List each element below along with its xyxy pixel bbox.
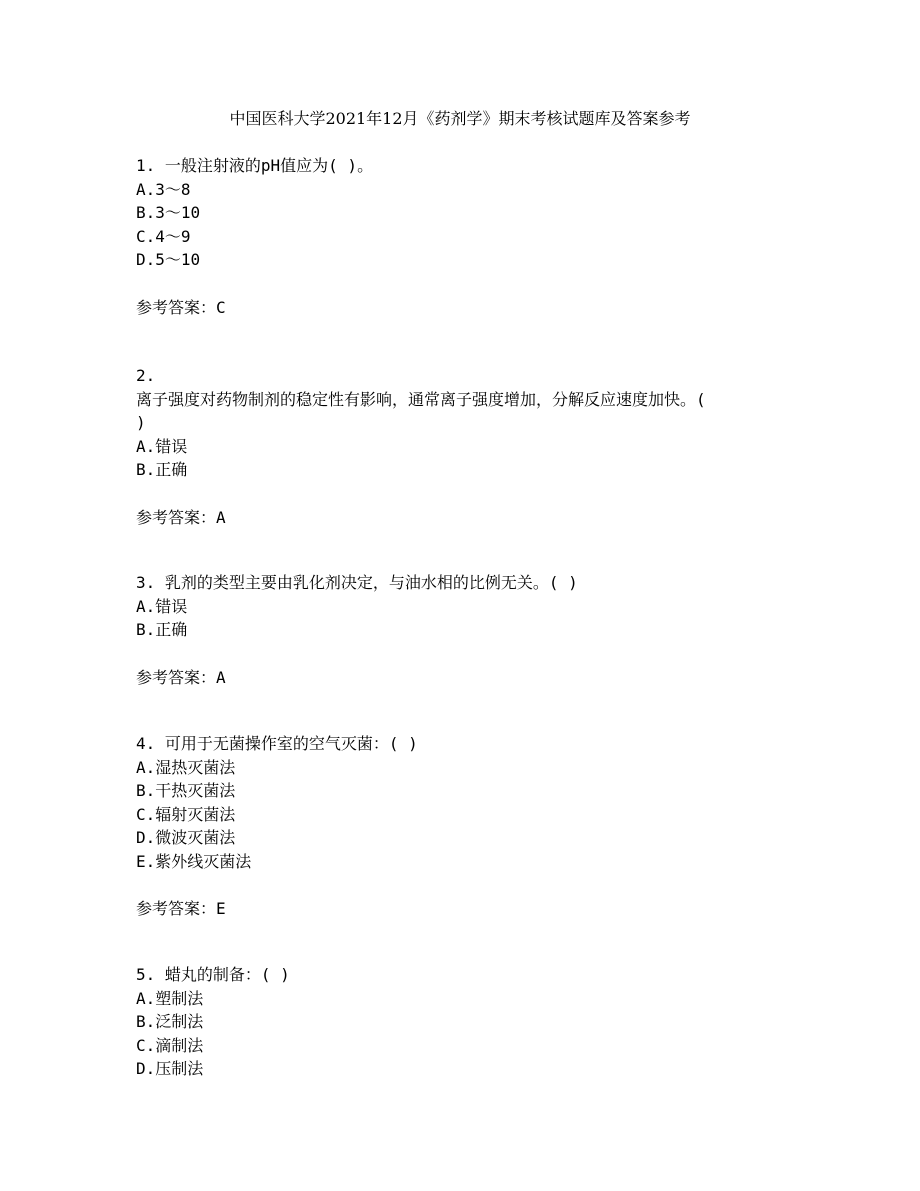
question-4-stem: 4. 可用于无菌操作室的空气灭菌：( ) [136,734,418,753]
question-4-answer: 参考答案：E [136,899,226,918]
question-2-option-b: B.正确 [136,460,188,479]
question-1 [136,154,796,319]
question-1-answer: 参考答案：C [136,297,226,317]
question-4-option-d: D.微波灭菌法 [136,828,236,847]
question-3-option-a: A.错误 [136,596,188,616]
question-3-option-b: B.正确 [136,620,188,639]
question-2-option-a: A.错误 [136,436,188,456]
question-4 [136,732,796,921]
question-3 [136,571,796,689]
question-2-stem-continued: ) [136,413,146,432]
question-3-answer: 参考答案：A [136,667,226,687]
question-5-option-d: D.压制法 [136,1059,204,1078]
question-4-option-a: A.湿热灭菌法 [136,757,236,777]
question-1-option-b: B.3～10 [136,203,201,222]
question-1-stem: 1. 一般注射液的pH值应为( )。 [136,156,374,175]
question-2-answer: 参考答案：A [136,507,226,527]
question-5-option-a: A.塑制法 [136,988,204,1008]
question-2 [136,364,796,529]
question-5 [136,963,796,1081]
question-5-option-c: C.滴制法 [136,1035,204,1055]
question-4-option-e: E.紫外线灭菌法 [136,851,252,871]
question-2-number: 2. [136,366,156,385]
question-4-option-b: B.干热灭菌法 [136,781,236,800]
question-3-stem: 3. 乳剂的类型主要由乳化剂决定，与油水相的比例无关。( ) [136,573,578,592]
question-2-stem: 离子强度对药物制剂的稳定性有影响，通常离子强度增加，分解反应速度加快。( [136,389,706,409]
question-1-option-a: A.3～8 [136,179,191,199]
question-5-option-b: B.泛制法 [136,1012,204,1031]
question-1-option-d: D.5～10 [136,250,201,269]
question-1-option-c: C.4～9 [136,226,191,246]
document-title: 中国医科大学2021年12月《药剂学》期末考核试题库及答案参考 [229,109,691,128]
question-5-stem: 5. 蜡丸的制备：( ) [136,965,290,984]
question-4-option-c: C.辐射灭菌法 [136,804,236,824]
